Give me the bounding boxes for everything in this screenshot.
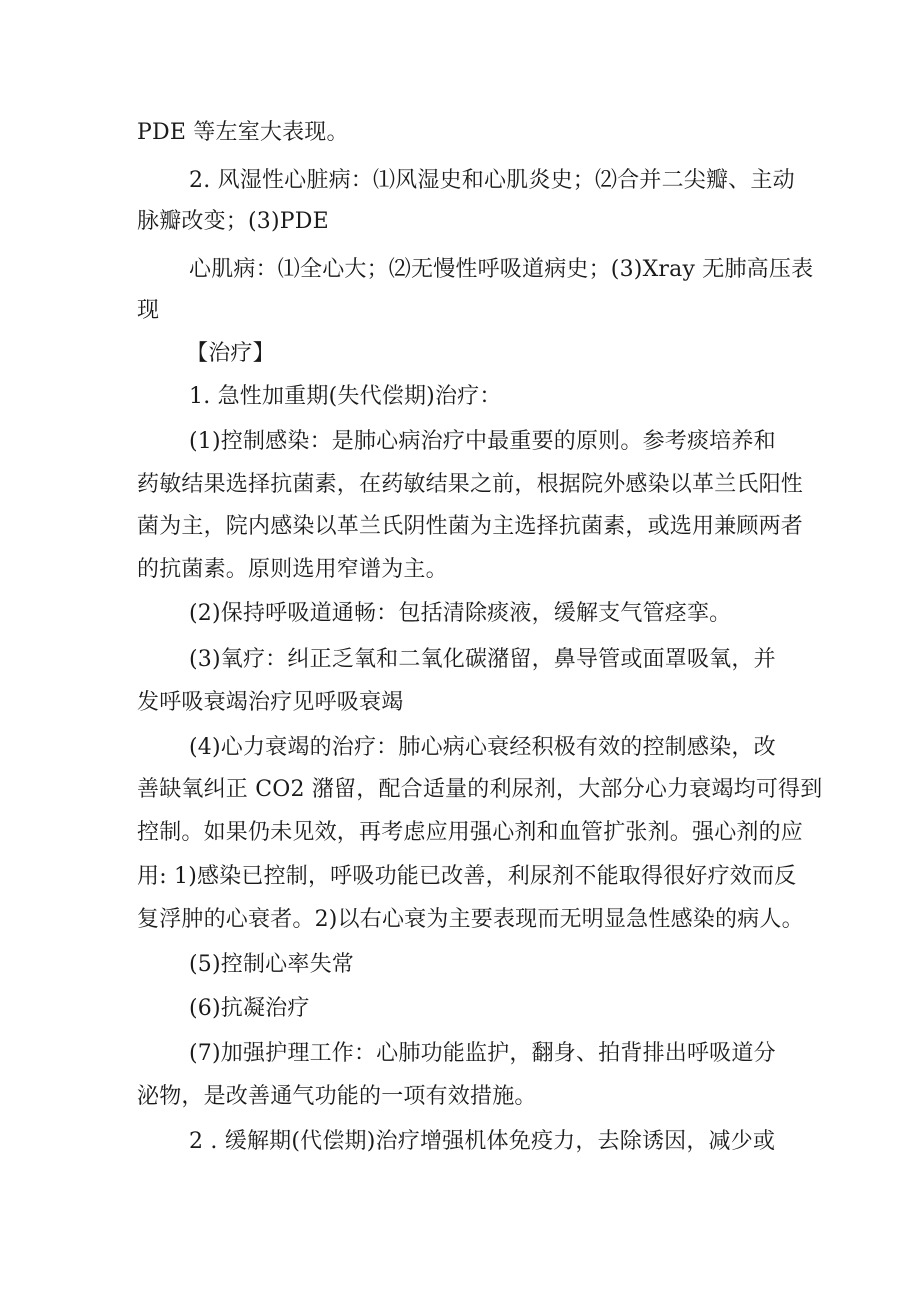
text-line-cardiomyopathy: 心肌病：⑴全心大；⑵无慢性呼吸道病史；(3)Xray 无肺高压表	[189, 257, 814, 282]
text-line-indication-two: 复浮肿的心衰者。2)以右心衰为主要表现而无明显急性感染的病人。	[137, 907, 804, 932]
text-line-infection-control: (1)控制感染：是肺心病治疗中最重要的原则。参考痰培养和	[189, 429, 776, 454]
text-line-gram-negative: 菌为主，院内感染以革兰氏阴性菌为主选择抗菌素，或选用兼顾两者	[137, 514, 804, 539]
text-line-remission-phase: 2 . 缓解期(代偿期)治疗增强机体免疫力，去除诱因，减少或	[189, 1129, 776, 1154]
text-line-ventilation: 泌物，是改善通气功能的一项有效措施。	[137, 1084, 537, 1109]
text-line-manifestation: 现	[137, 298, 160, 323]
text-line-acute-phase: 1. 急性加重期(失代偿期)治疗：	[189, 384, 502, 409]
text-line-indication-one: 用: 1)感染已控制，呼吸功能已改善，利尿剂不能取得很好疗效而反	[137, 864, 797, 889]
text-line-respiratory-failure: 发呼吸衰竭治疗见呼吸衰竭	[137, 690, 404, 715]
text-line-narrow-spectrum: 的抗菌素。原则选用窄谱为主。	[137, 557, 448, 582]
text-line-cardiotonic: 控制。如果仍未见效，再考虑应用强心剂和血管扩张剂。强心剂的应	[137, 820, 804, 845]
section-heading-treatment: 【治疗】	[186, 341, 275, 366]
text-line-heart-failure-treatment: (4)心力衰竭的治疗：肺心病心衰经积极有效的控制感染，改	[189, 735, 776, 760]
text-line-antibiotic-selection: 药敏结果选择抗菌素，在药敏结果之前，根据院外感染以革兰氏阳性	[137, 472, 804, 497]
text-line-co2-retention: 善缺氧纠正 CO2 潴留，配合适量的利尿剂，大部分心力衰竭均可得到	[137, 777, 823, 802]
text-line-nursing-care: (7)加强护理工作：心肺功能监护，翻身、拍背排出呼吸道分	[189, 1041, 776, 1066]
text-line-airway-patency: (2)保持呼吸道通畅：包括清除痰液，缓解支气管痉挛。	[189, 601, 732, 626]
text-line-arrhythmia: (5)控制心率失常	[189, 952, 354, 977]
text-line-oxygen-therapy: (3)氧疗：纠正乏氧和二氧化碳潴留，鼻导管或面罩吸氧，并	[189, 647, 776, 672]
text-line-valve-changes: 脉瓣改变；(3)PDE	[137, 209, 329, 234]
text-line-pde-left-ventricle: PDE 等左室大表现。	[137, 120, 349, 145]
text-line-anticoagulation: (6)抗凝治疗	[189, 996, 310, 1021]
text-line-rheumatic-heart-disease: 2. 风湿性心脏病：⑴风湿史和心肌炎史；⑵合并二尖瓣、主动	[189, 168, 795, 193]
